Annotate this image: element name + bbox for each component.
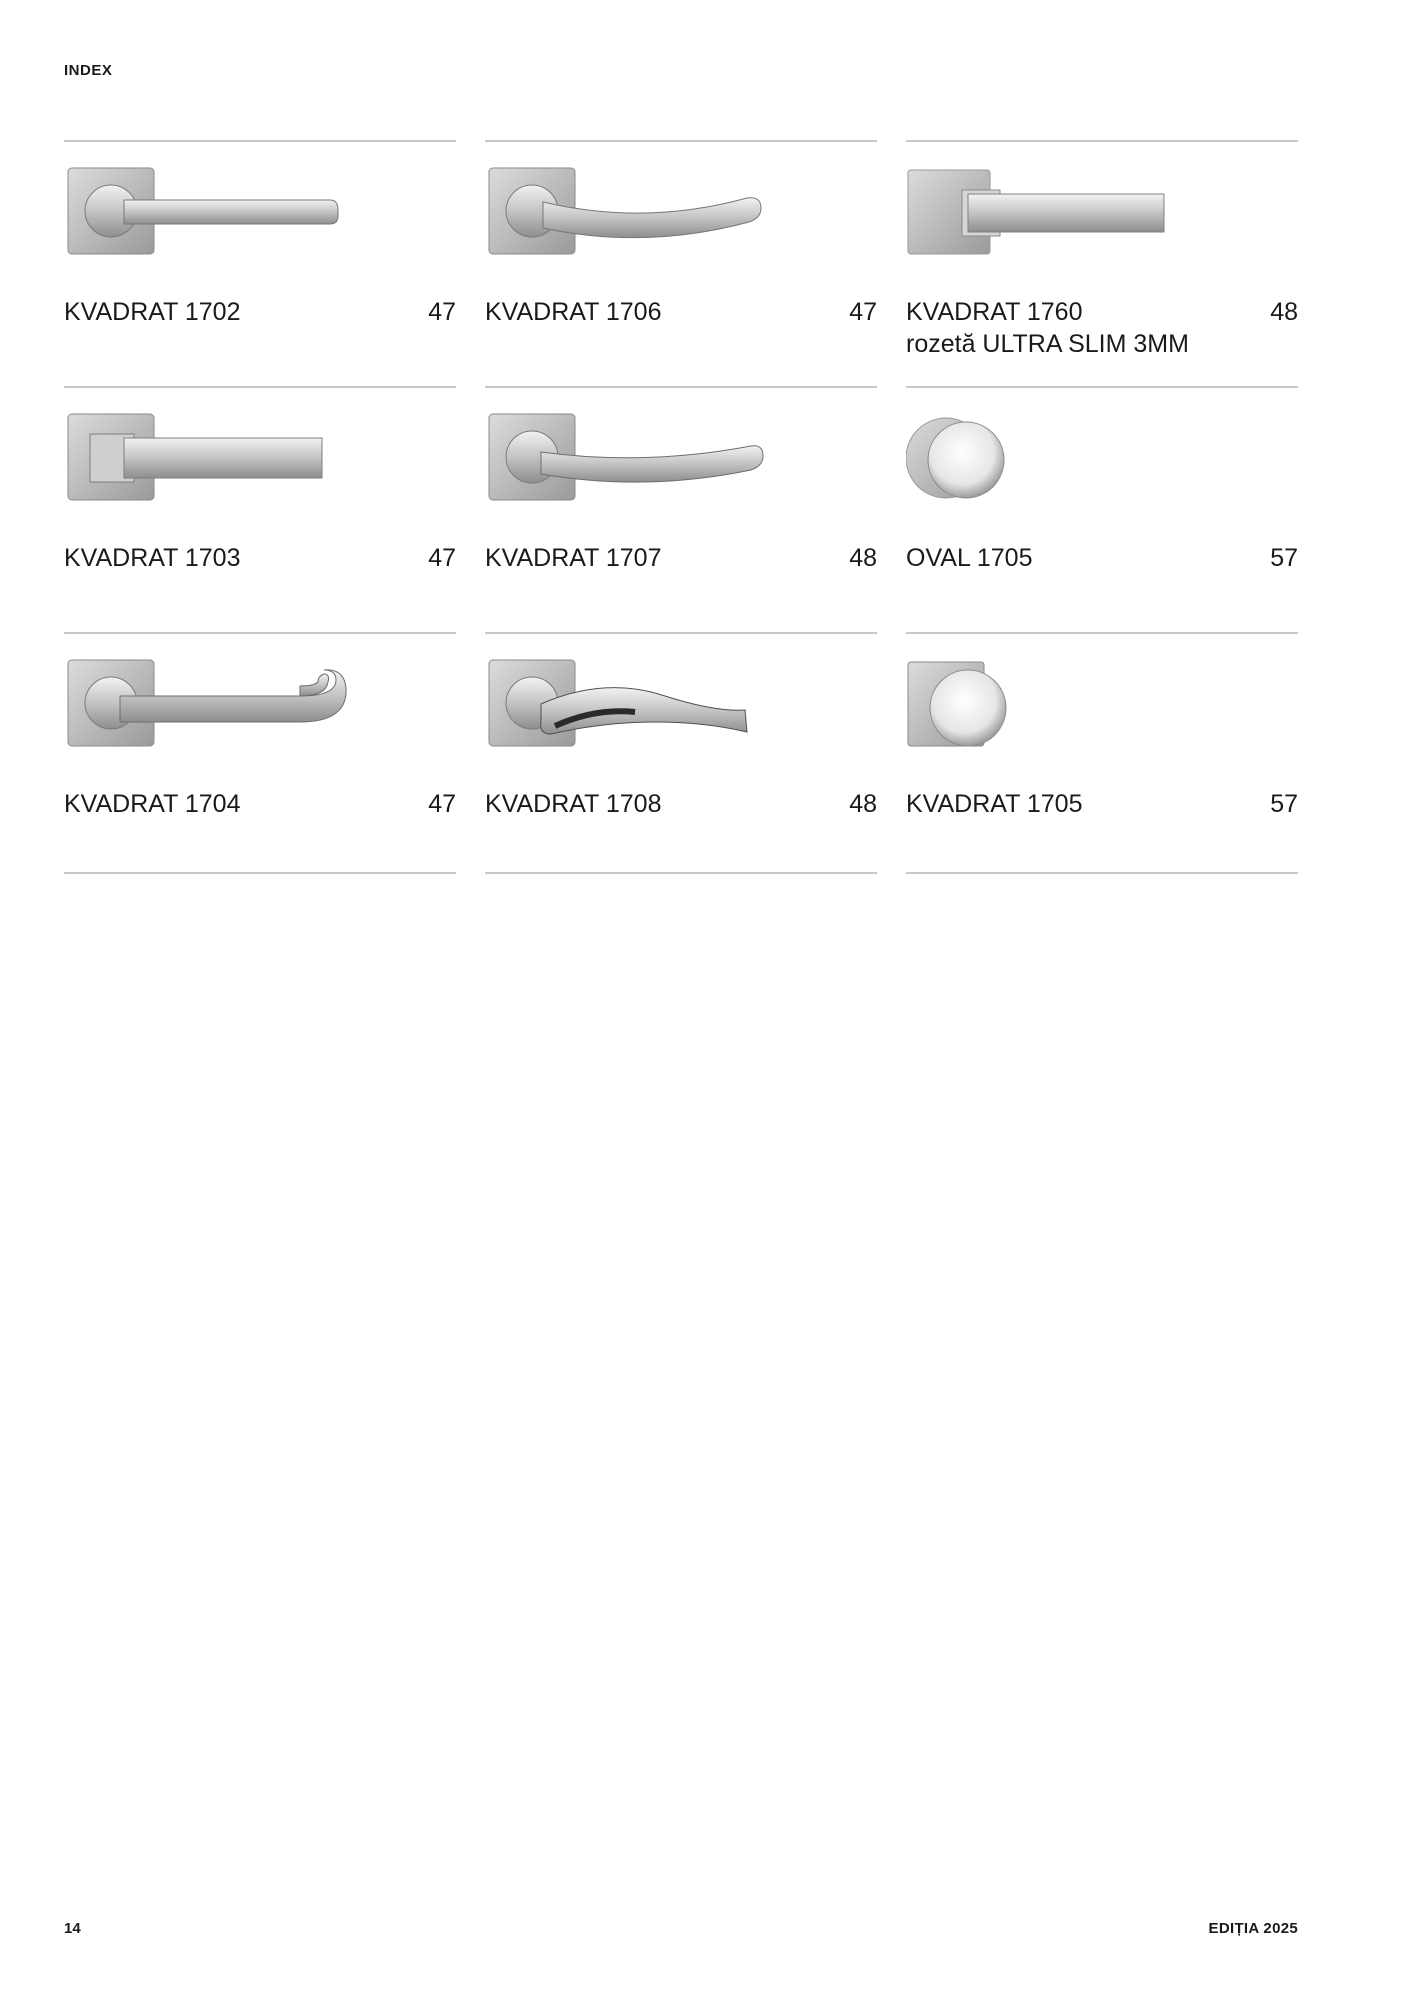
divider [906, 872, 1298, 874]
index-entry[interactable] [64, 140, 456, 386]
index-entry[interactable] [906, 632, 1298, 878]
page-ref: 48 [849, 790, 877, 818]
product-name: OVAL 1705 [906, 544, 1033, 572]
product-name: KVADRAT 1706 [485, 298, 662, 326]
knob-oval-1705-image [906, 410, 1206, 510]
handle-kvadrat-1702-image [64, 164, 364, 264]
index-entry[interactable] [485, 140, 877, 386]
handle-kvadrat-1707-image [485, 410, 785, 510]
product-name: KVADRAT 1704 [64, 790, 241, 818]
product-name: KVADRAT 1707 [485, 544, 662, 572]
page-ref: 57 [1270, 544, 1298, 572]
handle-kvadrat-1703-image [64, 410, 364, 510]
index-entry[interactable] [906, 386, 1298, 632]
page-ref: 47 [428, 544, 456, 572]
index-entry[interactable] [906, 140, 1298, 386]
product-subtitle: rozetă ULTRA SLIM 3MM [906, 330, 1189, 358]
handle-kvadrat-1706-image [485, 164, 785, 264]
page-ref: 47 [428, 790, 456, 818]
handle-kvadrat-1708-image [485, 656, 785, 756]
divider [485, 872, 877, 874]
page-ref: 47 [849, 298, 877, 326]
page-ref: 48 [849, 544, 877, 572]
index-entry[interactable] [64, 632, 456, 878]
page-ref: 57 [1270, 790, 1298, 818]
product-name: KVADRAT 1703 [64, 544, 241, 572]
page-label: INDEX [64, 62, 113, 79]
index-entry[interactable] [64, 386, 456, 632]
product-name: KVADRAT 1702 [64, 298, 241, 326]
index-entry[interactable] [485, 386, 877, 632]
product-name: KVADRAT 1760 [906, 298, 1083, 326]
product-index-grid [64, 140, 1298, 878]
edition-label: EDIȚIA 2025 [1208, 1920, 1298, 1937]
page-number: 14 [64, 1920, 81, 1937]
product-name: KVADRAT 1705 [906, 790, 1083, 818]
page-ref: 47 [428, 298, 456, 326]
index-entry[interactable] [485, 632, 877, 878]
page-ref: 48 [1270, 298, 1298, 326]
product-name: KVADRAT 1708 [485, 790, 662, 818]
divider [64, 872, 456, 874]
handle-kvadrat-1760-image [906, 164, 1206, 264]
knob-kvadrat-1705-image [906, 656, 1206, 756]
handle-kvadrat-1704-image [64, 656, 364, 756]
